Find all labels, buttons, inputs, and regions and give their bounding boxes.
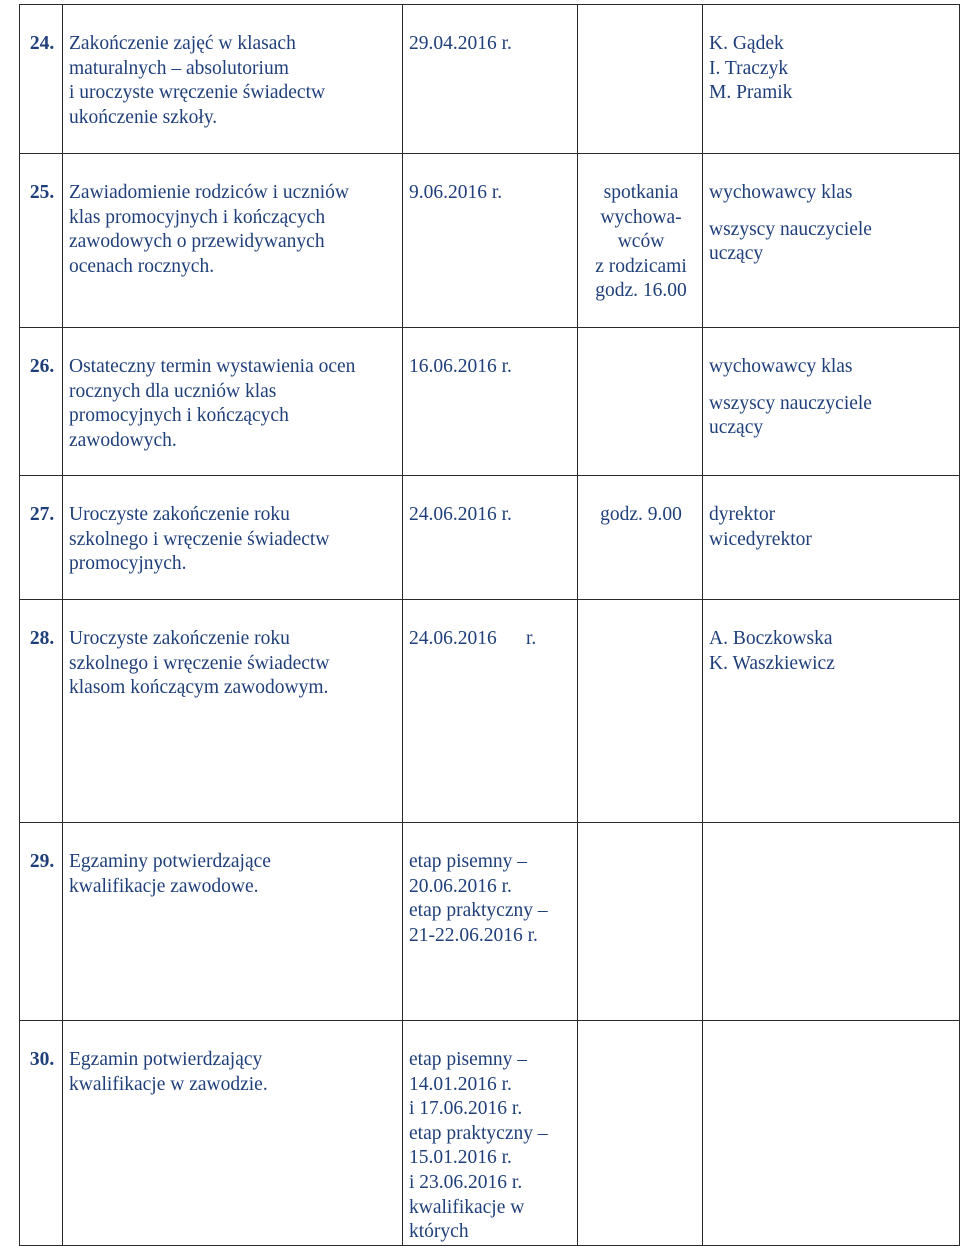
- schedule-table: [19, 4, 960, 1246]
- event-line: rocznych dla uczniów klas: [69, 380, 277, 402]
- spacer: [709, 206, 955, 218]
- responsible-cell: [703, 600, 960, 823]
- date-line: 24.06.2016 r.: [409, 628, 537, 649]
- event-line: i uroczyste wręczenie świadectw: [69, 82, 326, 104]
- notes-cell: [578, 476, 703, 600]
- responsible-line: K. Waszkiewicz: [709, 652, 835, 674]
- date-line: 9.06.2016 r.: [409, 182, 503, 203]
- date-line: 14.01.2016 r.: [409, 1073, 512, 1095]
- event-line: kwalifikacje zawodowe.: [69, 875, 259, 897]
- date-line: których: [409, 1221, 469, 1243]
- responsible-line: dyrektor: [709, 504, 776, 525]
- notes-line: wców: [617, 231, 665, 253]
- responsible-line: wychowawcy klas: [709, 182, 853, 203]
- date-line: 16.06.2016 r.: [409, 356, 512, 377]
- responsible-cell: [703, 328, 960, 476]
- event-cell: [63, 600, 403, 823]
- notes-cell: [578, 154, 703, 328]
- event-line: klas promocyjnych i kończących: [69, 206, 326, 228]
- event-line: szkolnego i wręczenie świadectw: [69, 652, 330, 674]
- row-number: 26.: [20, 328, 63, 476]
- date-cell: [403, 5, 578, 154]
- date-line: 21-22.06.2016 r.: [409, 924, 538, 946]
- date-line: i 17.06.2016 r.: [409, 1098, 523, 1120]
- event-line: Zawiadomienie rodziców i uczniów: [69, 182, 349, 203]
- responsible-line: wychowawcy klas: [709, 356, 853, 377]
- notes-cell: [578, 1021, 703, 1246]
- date-cell: [403, 328, 578, 476]
- notes-cell: [578, 600, 703, 823]
- responsible-line: M. Pramik: [709, 82, 793, 104]
- responsible-cell: [703, 476, 960, 600]
- date-cell: [403, 600, 578, 823]
- table-row: [20, 328, 960, 476]
- row-number: 27.: [20, 476, 63, 600]
- responsible-line: A. Boczkowska: [709, 628, 833, 649]
- table-row: [20, 1021, 960, 1246]
- date-cell: [403, 823, 578, 1021]
- spacer: [709, 380, 955, 392]
- date-line: 15.01.2016 r.: [409, 1147, 512, 1169]
- event-line: szkolnego i wręczenie świadectw: [69, 528, 330, 550]
- row-number: 30.: [20, 1021, 63, 1246]
- date-line: 29.04.2016 r.: [409, 33, 512, 54]
- event-cell: [63, 154, 403, 328]
- responsible-cell: [703, 1021, 960, 1246]
- row-number: 25.: [20, 154, 63, 328]
- event-line: Egzamin potwierdzający: [69, 1049, 263, 1070]
- notes-line: z rodzicami: [595, 255, 687, 277]
- table-row: [20, 5, 960, 154]
- table-row: [20, 154, 960, 328]
- row-number: 28.: [20, 600, 63, 823]
- date-cell: [403, 1021, 578, 1246]
- date-line: i 23.06.2016 r.: [409, 1171, 523, 1193]
- notes-cell: [578, 328, 703, 476]
- notes-cell: [578, 5, 703, 154]
- event-line: Uroczyste zakończenie roku: [69, 504, 290, 525]
- event-line: ukończenie szkoły.: [69, 106, 218, 128]
- responsible-line: uczący: [709, 243, 764, 265]
- date-cell: [403, 154, 578, 328]
- date-line: etap praktyczny –: [409, 900, 548, 922]
- responsible-cell: [703, 823, 960, 1021]
- event-cell: [63, 5, 403, 154]
- notes-cell: [578, 823, 703, 1021]
- date-line: kwalifikacje w: [409, 1196, 525, 1218]
- event-cell: [63, 328, 403, 476]
- event-line: Egzaminy potwierdzające: [69, 851, 271, 872]
- date-line: etap praktyczny –: [409, 1122, 548, 1144]
- notes-line: wychowa-: [600, 206, 682, 228]
- event-line: promocyjnych i kończących: [69, 405, 289, 427]
- event-line: promocyjnych.: [69, 553, 187, 575]
- date-line: etap pisemny –: [409, 1049, 528, 1070]
- responsible-line: wicedyrektor: [709, 528, 812, 550]
- row-number: 29.: [20, 823, 63, 1021]
- table-row: [20, 823, 960, 1021]
- date-line: etap pisemny –: [409, 851, 528, 872]
- event-line: zawodowych.: [69, 429, 177, 451]
- responsible-line: wszyscy nauczyciele: [709, 392, 872, 414]
- notes-line: godz. 9.00: [600, 504, 682, 525]
- row-number: 24.: [20, 5, 63, 154]
- date-cell: [403, 476, 578, 600]
- responsible-cell: [703, 154, 960, 328]
- responsible-cell: [703, 5, 960, 154]
- event-line: Ostateczny termin wystawienia ocen: [69, 356, 356, 377]
- event-line: Zakończenie zajęć w klasach: [69, 33, 296, 54]
- event-line: maturalnych – absolutorium: [69, 57, 289, 79]
- event-line: kwalifikacje w zawodzie.: [69, 1073, 268, 1095]
- event-line: ocenach rocznych.: [69, 255, 215, 277]
- table-row: [20, 600, 960, 823]
- responsible-line: K. Gądek: [709, 33, 784, 54]
- responsible-line: wszyscy nauczyciele: [709, 218, 872, 240]
- date-line: 24.06.2016 r.: [409, 504, 512, 525]
- event-cell: [63, 476, 403, 600]
- responsible-line: I. Traczyk: [709, 57, 789, 79]
- event-cell: [63, 1021, 403, 1246]
- table-row: [20, 476, 960, 600]
- notes-line: godz. 16.00: [595, 280, 687, 302]
- event-line: klasom kończącym zawodowym.: [69, 677, 329, 699]
- event-cell: [63, 823, 403, 1021]
- date-line: 20.06.2016 r.: [409, 875, 512, 897]
- event-line: zawodowych o przewidywanych: [69, 231, 325, 253]
- responsible-line: uczący: [709, 417, 764, 439]
- event-line: Uroczyste zakończenie roku: [69, 628, 290, 649]
- notes-line: spotkania: [603, 182, 679, 203]
